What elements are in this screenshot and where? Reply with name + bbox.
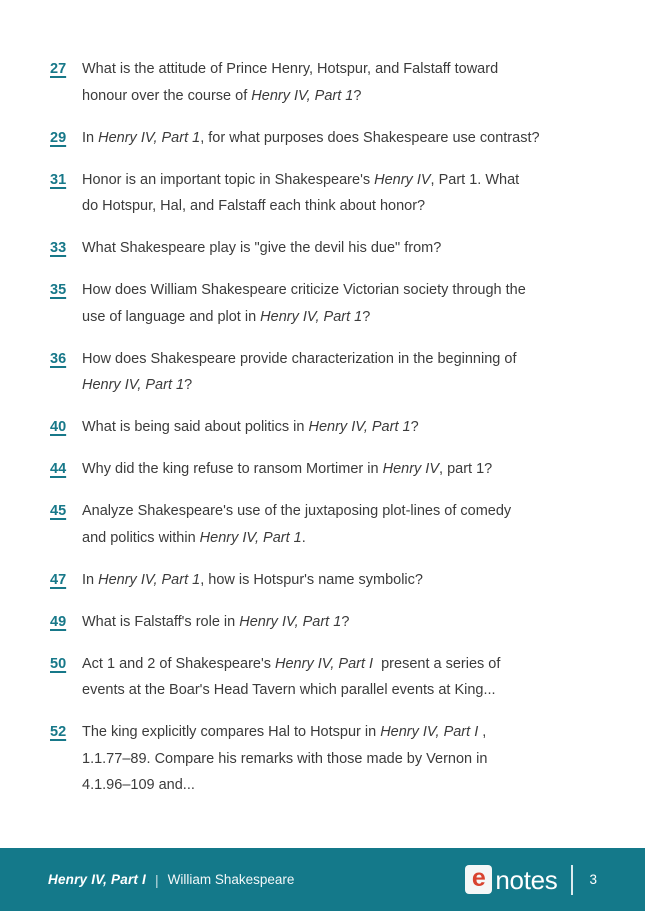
question-line: Honor is an important topic in Shakespeare's Henry IV, Part 1. What	[82, 171, 520, 188]
question-number-link[interactable]: 31	[50, 171, 67, 188]
question-line: use of language and plot in Henry IV, Part 1?	[82, 308, 371, 325]
question-line: events at the Boar's Head Tavern which parallel events at King...	[82, 682, 496, 698]
footer-divider	[571, 865, 573, 895]
question-item	[50, 414, 605, 441]
question-line: 4.1.96–109 and...	[82, 777, 195, 793]
question-line: What is Falstaff's role in Henry IV, Part 1?	[82, 613, 350, 630]
question-number-link[interactable]: 44	[50, 461, 67, 477]
question-text	[82, 609, 605, 636]
question-item	[50, 651, 605, 704]
question-text	[82, 56, 605, 109]
question-item	[50, 498, 605, 551]
question-number-link[interactable]: 45	[50, 503, 67, 519]
question-item	[50, 277, 605, 330]
question-line: do Hotspur, Hal, and Falstaff each think about honor?	[82, 198, 426, 214]
question-text	[82, 235, 605, 262]
question-number-link[interactable]: 36	[50, 350, 67, 367]
question-item	[50, 125, 605, 152]
question-text	[82, 125, 605, 152]
enotes-logo	[465, 865, 557, 894]
enotes-logo-e-icon: e	[465, 865, 492, 894]
question-number-link[interactable]: 47	[50, 571, 67, 588]
question-text	[82, 167, 605, 220]
question-line: and politics within Henry IV, Part 1.	[82, 529, 306, 546]
question-line: What is the attitude of Prince Henry, Hotspur, and Falstaff toward	[82, 61, 499, 77]
question-number-link[interactable]: 50	[50, 655, 67, 672]
question-line: In Henry IV, Part 1, for what purposes does Shakespeare use contrast?	[82, 129, 540, 146]
question-line: Act 1 and 2 of Shakespeare's Henry IV, Part I present a series of	[82, 655, 501, 672]
footer-title-author-separator: |	[155, 871, 159, 888]
question-item	[50, 609, 605, 636]
question-number-link[interactable]: 40	[50, 419, 67, 435]
question-line: What is being said about politics in Henry IV, Part 1?	[82, 419, 419, 435]
footer-book-title: Henry IV, Part I	[48, 872, 146, 887]
footer-author: William Shakespeare	[167, 872, 295, 887]
question-text	[82, 498, 605, 551]
question-text	[82, 277, 605, 330]
question-line: How does William Shakespeare criticize Victorian society through the	[82, 282, 526, 298]
question-number-link[interactable]: 52	[50, 724, 67, 740]
question-text	[82, 567, 605, 594]
question-item	[50, 235, 605, 262]
question-number-link[interactable]: 35	[50, 282, 67, 298]
question-item	[50, 456, 605, 483]
question-line: The king explicitly compares Hal to Hotspur in Henry IV, Part I ,	[82, 724, 487, 740]
question-item	[50, 167, 605, 220]
question-item	[50, 346, 605, 399]
question-text	[82, 651, 605, 704]
question-line: 1.1.77–89. Compare his remarks with those made by Vernon in	[82, 750, 488, 767]
question-item	[50, 56, 605, 109]
question-item	[50, 567, 605, 594]
question-line: Henry IV, Part 1?	[82, 377, 193, 393]
question-item	[50, 719, 605, 799]
question-line: Why did the king refuse to ransom Mortimer in Henry IV, part 1?	[82, 461, 493, 477]
question-text	[82, 414, 605, 441]
page-number: 3	[589, 872, 597, 887]
question-line: honour over the course of Henry IV, Part 1?	[82, 87, 362, 104]
question-text	[82, 456, 605, 483]
question-text	[82, 719, 605, 799]
question-text	[82, 346, 605, 399]
enotes-logo-text: notes	[495, 864, 558, 895]
question-line: What Shakespeare play is "give the devil his due" from?	[82, 240, 442, 256]
question-number-link[interactable]: 29	[50, 129, 67, 146]
footer-branding	[465, 865, 597, 895]
page-footer	[0, 848, 645, 911]
question-number-link[interactable]: 49	[50, 613, 67, 630]
question-line: In Henry IV, Part 1, how is Hotspur's name symbolic?	[82, 571, 423, 588]
question-line: Analyze Shakespeare's use of the juxtaposing plot-lines of comedy	[82, 503, 512, 519]
footer-book-info	[48, 872, 294, 888]
question-number-link[interactable]: 33	[50, 240, 67, 256]
question-number-link[interactable]: 27	[50, 61, 67, 77]
question-line: How does Shakespeare provide characterization in the beginning of	[82, 350, 517, 367]
